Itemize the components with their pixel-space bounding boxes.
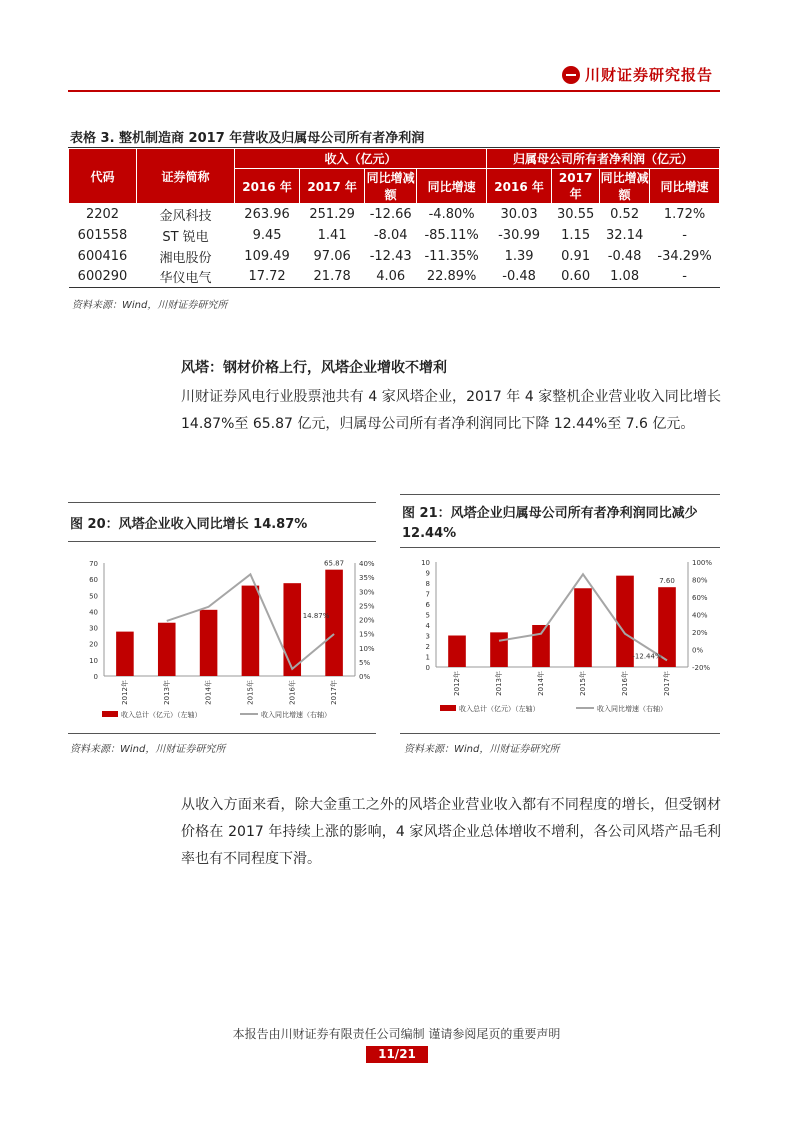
table-cell: -12.66 [369,206,412,222]
x-tick-label: 2013年 [495,671,503,696]
fig21-source: 资料来源：Wind，川财证券研究所 [404,744,560,755]
table-cell: 1.08 [600,267,650,288]
bar [158,623,176,676]
y-right-tick-label: -20% [692,664,711,672]
bar [448,636,466,668]
table-cell: 600416 [77,248,128,264]
table-cell: -11.35% [424,248,479,264]
table-cell: 17.72 [235,267,300,288]
x-tick-label: 2012年 [120,680,129,705]
y-left-tick-label: 6 [425,601,430,609]
y-left-tick-label: 20 [89,640,98,649]
x-tick-label: 2015年 [579,671,587,696]
y-right-tick-label: 40% [359,560,375,568]
y-left-tick-label: 7 [425,590,430,599]
table-cell: 1.15 [561,227,591,243]
table-cell: - [682,227,687,243]
bar [283,583,301,676]
x-tick-label: 2016年 [288,680,297,705]
line-data-label: -12.44% [632,652,662,661]
bar [325,570,343,676]
table-body [69,204,720,288]
table-cell: -30.99 [498,227,541,243]
legend-swatch-bar [102,711,118,717]
x-tick-label: 2017年 [330,680,339,705]
table-cell: - [650,267,720,288]
bar [574,588,592,667]
table-cell: 0.60 [552,267,600,288]
x-tick-label: 2016年 [621,671,629,696]
table-cell: 1.41 [317,227,347,243]
legend-label-bar: 收入总计（亿元）（左轴） [459,705,540,713]
y-left-tick-label: 9 [425,569,430,578]
x-tick-label: 2017年 [663,671,671,696]
bar [490,632,508,667]
table-cell: -4.80% [428,206,475,222]
fig20-title-rule [68,541,376,542]
section-heading: 风塔：钢材价格上行，风塔企业增收不增利 [181,360,447,376]
y-left-tick-label: 60 [89,576,98,585]
y-left-tick-label: 10 [421,559,430,567]
y-right-tick-label: 30% [359,588,375,597]
table-cell: -0.48 [487,267,552,288]
col-header-code: 代码 [69,149,137,204]
y-right-tick-label: 60% [692,594,708,602]
table-cell: 263.96 [244,206,290,222]
y-right-tick-label: 15% [359,630,375,639]
x-tick-label: 2013年 [162,680,171,705]
table-cell: 0.52 [610,206,640,222]
table-cell: -85.11% [424,227,479,243]
col-header-rev-diff: 同比增减额 [365,169,417,204]
bar [242,586,260,676]
y-right-tick-label: 20% [359,616,375,625]
x-tick-label: 2014年 [537,671,545,696]
x-tick-label: 2015年 [246,680,255,705]
fig20-bottom-rule [68,733,376,734]
y-left-tick-label: 10 [89,656,98,665]
y-left-tick-label: 4 [425,622,430,630]
bar [532,625,550,667]
table-cell: 金风科技 [159,208,212,224]
y-right-tick-label: 35% [359,574,375,583]
y-left-tick-label: 5 [425,611,430,620]
table-source: 资料来源：Wind，川财证券研究所 [72,300,228,311]
y-left-tick-label: 3 [425,632,430,641]
table-cell: 600290 [69,267,137,288]
y-right-tick-label: 40% [692,611,708,620]
y-right-tick-label: 10% [359,644,375,653]
fig20-title: 图 20：风塔企业收入同比增长 14.87% [70,517,308,532]
line-data-label: 14.87% [302,611,330,620]
report-brand-title: 川财证券研究报告 [585,66,714,84]
fig20-source: 资料来源：Wind，川财证券研究所 [70,744,226,755]
y-left-tick-label: 30 [89,624,98,633]
col-header-np-diff: 同比增减额 [600,169,650,204]
table-cell: 30.03 [500,206,538,222]
col-header-name: 证券简称 [137,149,235,204]
fig20-top-rule [68,502,376,503]
fig21-bottom-rule [400,733,720,734]
legend-label-line: 收入同比增速（右轴） [597,705,667,713]
table-cell: 601558 [77,227,128,243]
bar [200,610,218,676]
y-right-tick-label: 20% [692,629,708,637]
table-cell: 4.06 [365,267,417,288]
table-title: 表格 3. 整机制造商 2017 年营收及归属母公司所有者净利润 [70,131,425,146]
y-left-tick-label: 2 [425,643,430,651]
col-header-np-2017: 2017 年 [552,169,600,204]
col-header-rev-2017: 2017 年 [300,169,365,204]
col-header-np-growth: 同比增速 [650,169,720,204]
fig21-title: 图 21：风塔企业归属母公司所有者净利润同比减少 12.44% [402,506,698,541]
fig21-top-rule [400,494,720,495]
y-right-tick-label: 0% [359,673,371,681]
bar [616,576,634,667]
paragraph-2: 从收入方面来看，除大金重工之外的风塔企业营业收入都有不同程度的增长，但受钢材价格在 2017 年持续上涨的影响，4 家风塔企业总体增收不增利，各公司风塔产品毛利率也有不同程度下滑。 [181,797,721,867]
table-cell: -34.29% [657,248,712,264]
bar-data-label: 65.87 [324,559,345,568]
page-number: 11/21 [366,1046,428,1063]
y-left-tick-label: 40 [89,608,98,617]
table-cell: ST 锐电 [162,229,209,245]
table-cell: 1.39 [504,248,534,264]
legend-label-line: 收入同比增速（右轴） [261,711,331,719]
fig20-chart [68,548,378,726]
legend-label-bar: 收入总计（亿元）（左轴） [121,711,202,719]
y-right-tick-label: 80% [692,576,708,585]
earnings-table [68,148,720,288]
col-header-rev-2016: 2016 年 [235,169,300,204]
y-right-tick-label: 0% [692,646,704,655]
col-group-revenue: 收入（亿元） [235,149,487,169]
header-divider [68,90,720,92]
bar [116,632,134,676]
col-group-profit: 归属母公司所有者净利润（亿元） [487,149,720,169]
y-right-tick-label: 100% [692,559,713,567]
table-cell: 251.29 [309,206,355,222]
y-right-tick-label: 25% [359,602,375,611]
table-cell: 22.89% [417,267,487,288]
table-cell: 21.78 [300,267,365,288]
table-cell: -0.48 [607,248,642,264]
table-row [69,267,720,288]
y-left-tick-label: 50 [89,592,98,601]
table-cell: -12.43 [369,248,412,264]
fig21-title-rule [400,547,720,548]
y-left-tick-label: 1 [425,653,430,662]
table-cell: 0.91 [561,248,591,264]
table-cell: 华仪电气 [137,267,235,288]
footer-statement: 本报告由川财证券有限责任公司编制 谨请参阅尾页的重要声明 [232,1027,561,1041]
col-header-np-2016: 2016 年 [487,169,552,204]
table-cell: 2202 [85,206,120,222]
table-cell: 30.55 [557,206,595,222]
y-left-tick-label: 0 [425,664,430,672]
y-left-tick-label: 0 [93,673,98,681]
fig21-chart [400,552,722,726]
table-cell: 湘电股份 [159,250,212,266]
table-cell: 1.72% [663,206,706,222]
x-tick-label: 2012年 [453,671,461,696]
table-row [69,246,720,267]
table-cell: -8.04 [373,227,408,243]
y-right-tick-label: 5% [359,658,371,667]
legend-swatch-bar [440,705,456,711]
col-header-rev-growth: 同比增速 [417,169,487,204]
table-cell: 9.45 [252,227,282,243]
x-tick-label: 2014年 [204,680,213,705]
table-cell: 109.49 [244,248,290,264]
table-row [69,225,720,246]
bar-data-label: 7.60 [659,577,675,586]
brand-logo-icon [562,66,580,84]
y-left-tick-label: 8 [425,580,430,588]
table-cell: 97.06 [313,248,351,264]
y-left-tick-label: 70 [89,560,98,568]
paragraph-1: 川财证券风电行业股票池共有 4 家风塔企业，2017 年 4 家整机企业营业收入同比增长 14.87%至 65.87 亿元，归属母公司所有者净利润同比下降 12.44%至 7.6 亿元。 [181,389,721,432]
table-cell: 32.14 [606,227,644,243]
table-row [69,204,720,225]
